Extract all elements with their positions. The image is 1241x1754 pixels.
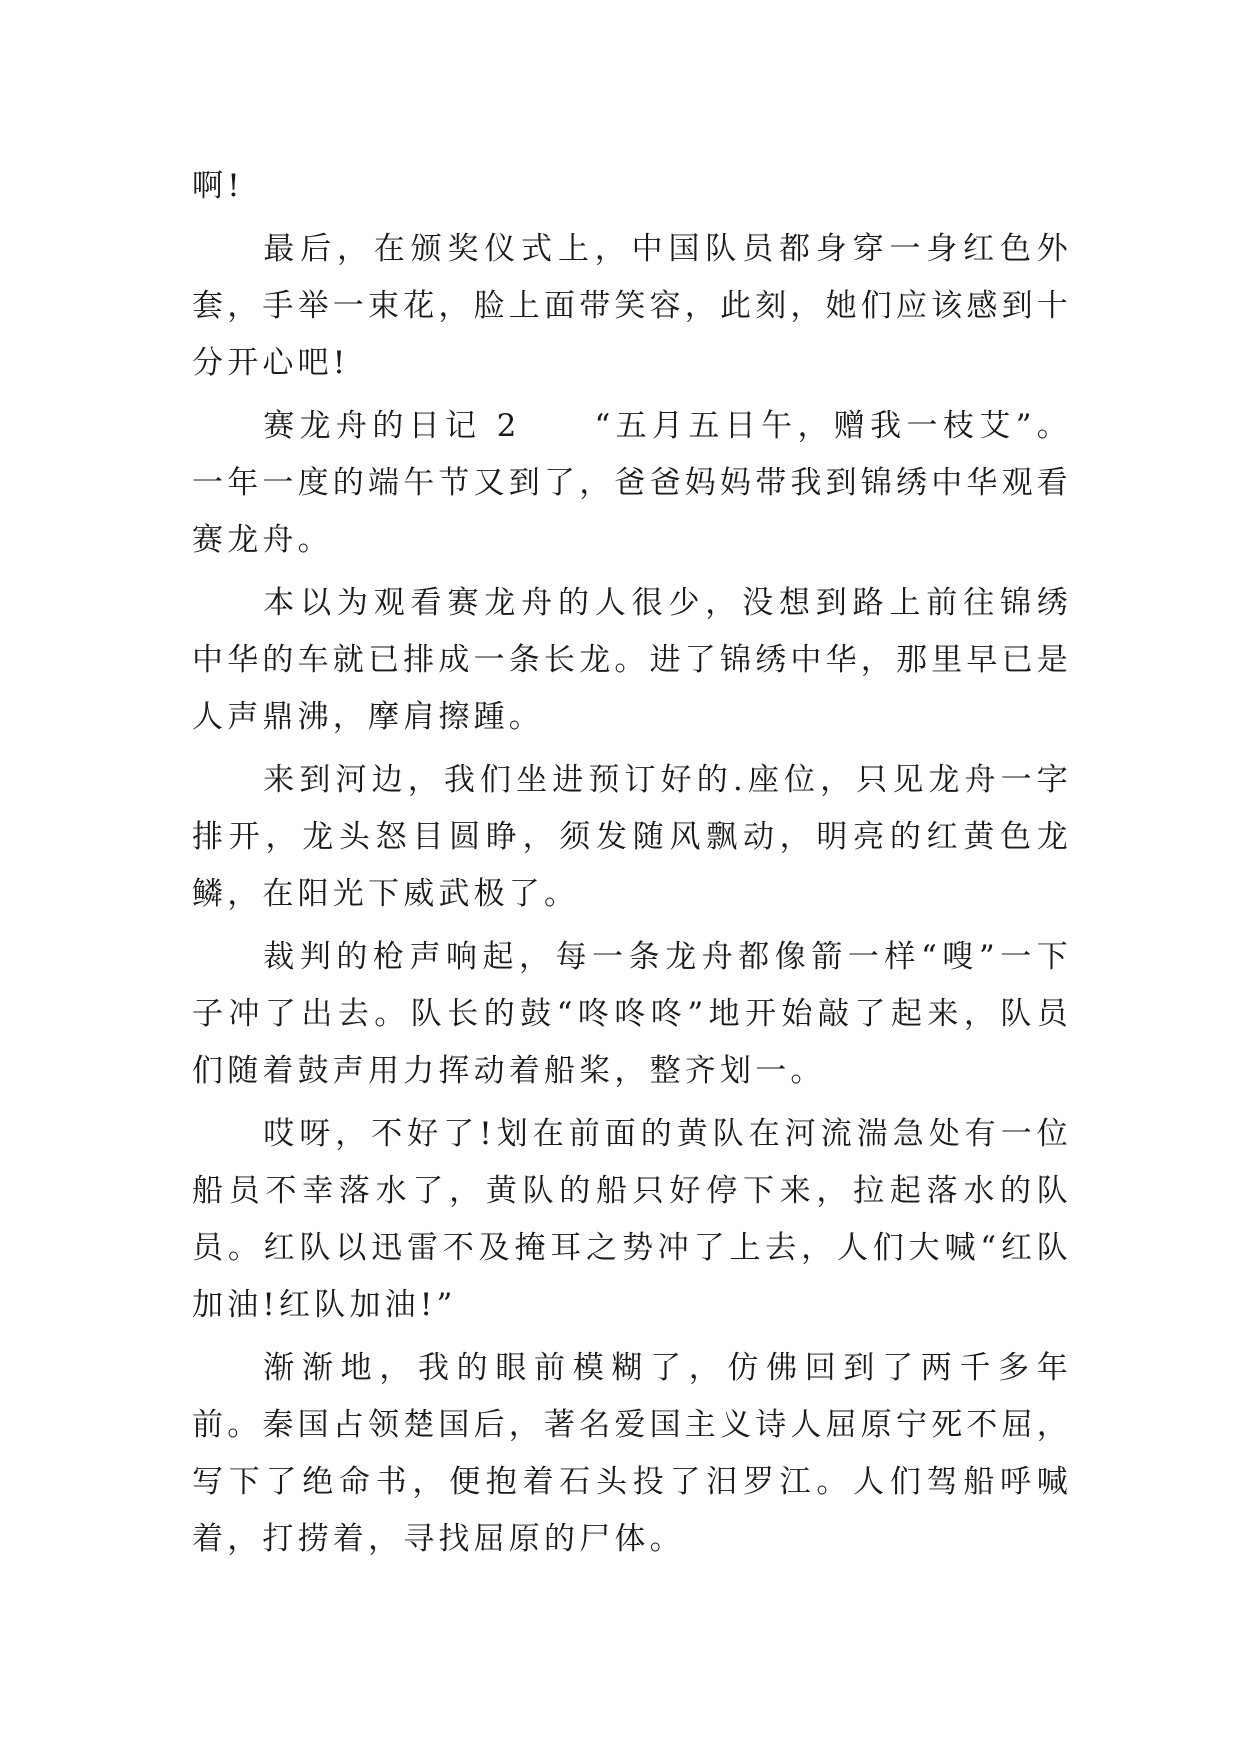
paragraph-1: 啊!	[192, 168, 244, 204]
document-body	[192, 158, 1072, 1574]
paragraph-3-title-line: 赛龙舟的日记 2 “五月五日午，赠我一枝艾”。一年一度的端午节又到了，爸爸妈妈带我到锦绣中华观看赛龙舟。	[192, 408, 1072, 558]
paragraph-7: 哎呀，不好了!划在前面的黄队在河流湍急处有一位船员不幸落水了，黄队的船只好停下来，拉起落水的队员。红队以迅雷不及掩耳之势冲了上去，人们大喊“红队加油!红队加油!”	[192, 1116, 1072, 1323]
paragraph-8: 渐渐地，我的眼前模糊了，仿佛回到了两千多年前。秦国占领楚国后，著名爱国主义诗人屈原宁死不屈，写下了绝命书，便抱着石头投了汨罗江。人们驾船呼喊着，打捞着，寻找屈原的尸体。	[192, 1350, 1072, 1557]
paragraph-6: 裁判的枪声响起，每一条龙舟都像箭一样“嗖”一下子冲了出去。队长的鼓“咚咚咚”地开始敲了起来，队员们随着鼓声用力挥动着船桨，整齐划一。	[192, 939, 1072, 1089]
paragraph-2: 最后，在颁奖仪式上，中国队员都身穿一身红色外套，手举一束花，脸上面带笑容，此刻，她们应该感到十分开心吧!	[192, 231, 1072, 381]
paragraph-5: 来到河边，我们坐进预订好的.座位，只见龙舟一字排开，龙头怒目圆睁，须发随风飘动，明亮的红黄色龙鳞，在阳光下威武极了。	[192, 762, 1072, 912]
paragraph-4: 本以为观看赛龙舟的人很少，没想到路上前往锦绣中华的车就已排成一条长龙。进了锦绣中华，那里早已是人声鼎沸，摩肩擦踵。	[192, 585, 1072, 735]
